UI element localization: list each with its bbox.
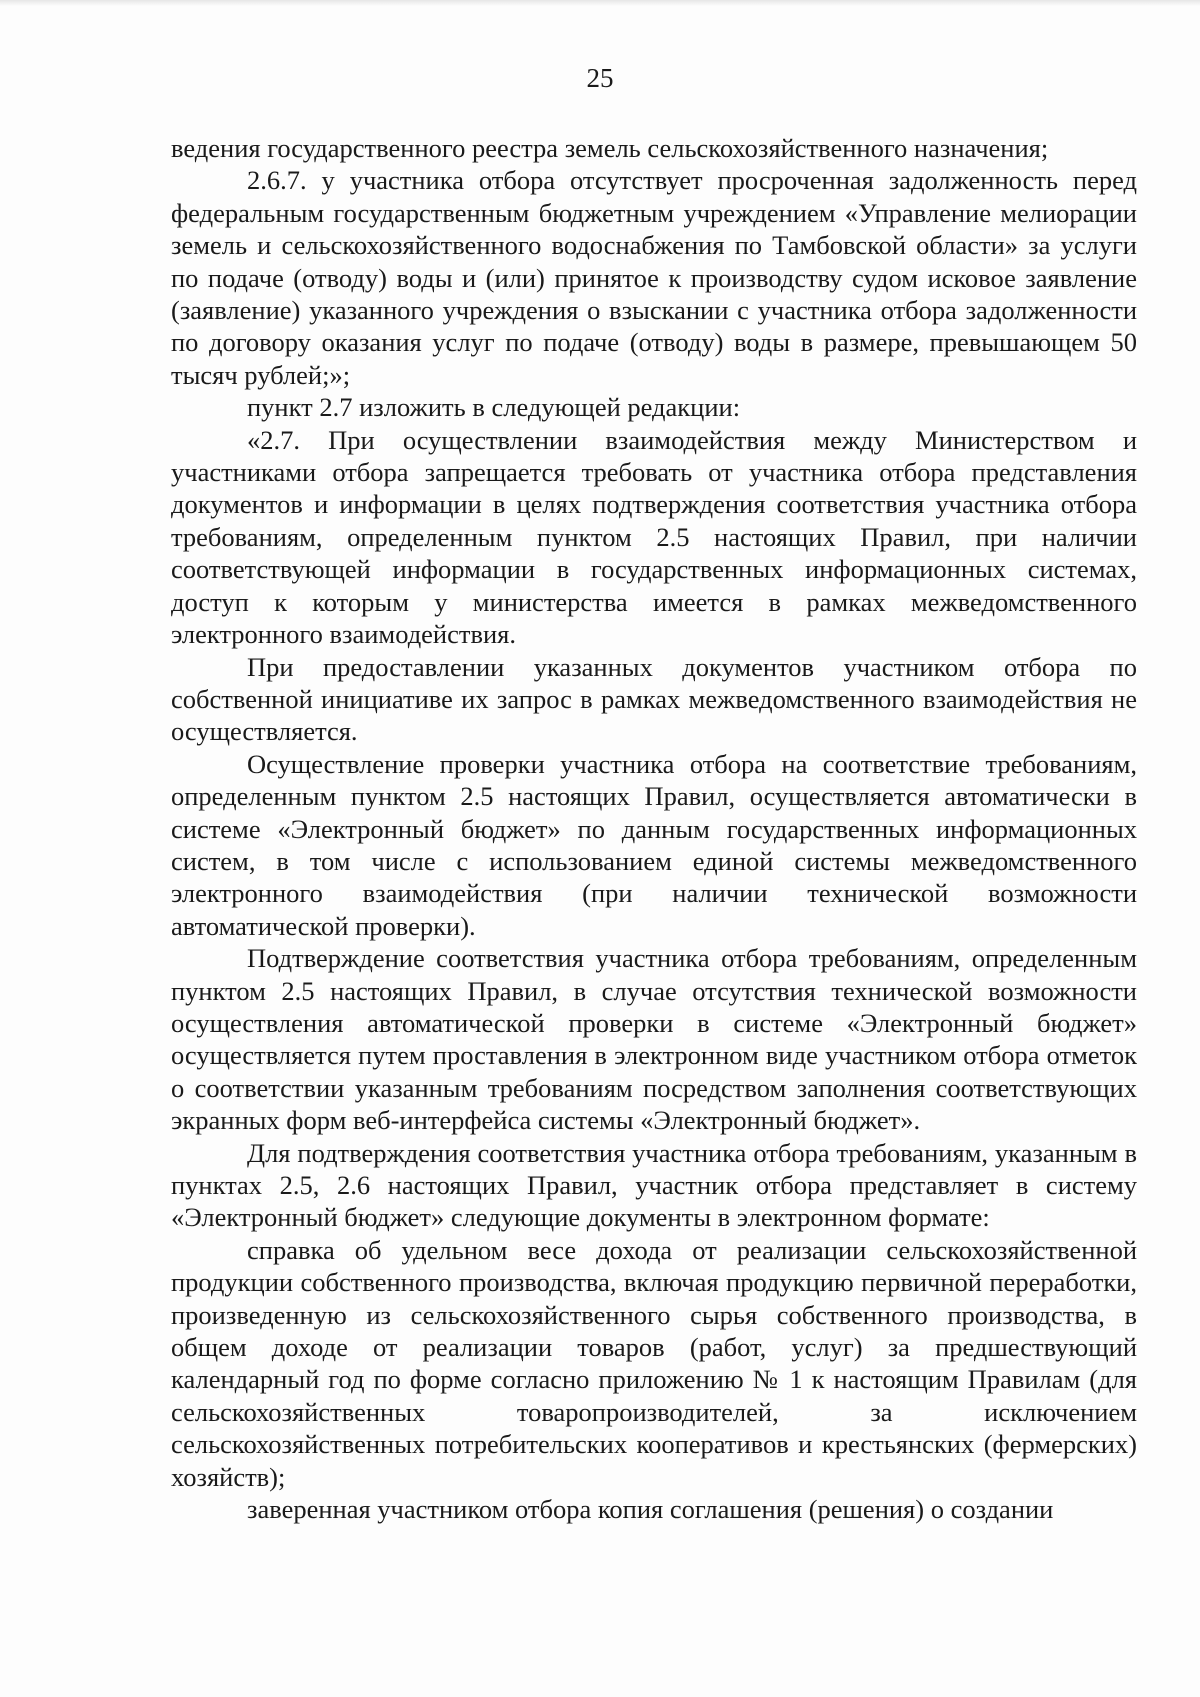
paragraph-own-initiative: При предоставлении указанных документов участником отбора по собственной инициативе их запрос в рамках межведомственного взаимодействия не осуществляется. (171, 651, 1137, 747)
page-number: 25 (586, 63, 614, 93)
paragraph-amendment-intro: пункт 2.7 изложить в следующей редакции: (247, 392, 741, 423)
paragraph-documents-list-intro: Для подтверждения соответствия участника отбора требованиям, указанным в пунктах 2.5, 2.6 настоящих Правил, участник отбора представляет в систему «Электронный бюджет» следующие документы в электронном формате: (171, 1137, 1137, 1233)
paragraph-2-7: «2.7. При осуществлении взаимодействия между Министерством и участниками отбора запрещается требовать от участника отбора представления документов и информации в целях подтверждения соответствия участника отбора требованиям, определенным пунктом 2.5 настоящих Правил, при наличии соответствующей информации в государственных информационных системах, доступ к которым у министерства имеется в рамках межведомственного электронного взаимодействия. (171, 424, 1137, 650)
paragraph-2-6-7: 2.6.7. у участника отбора отсутствует просроченная задолженность перед федеральным государственным бюджетным учреждением «Управление мелиорации земель и сельскохозяйственного водоснабжения по Тамбовской области» за услуги по подаче (отводу) воды и (или) принятое к производству судом исковое заявление (заявление) указанного учреждения о взыскании с участника отбора задолженности по договору оказания услуг по подаче (отводу) воды в размере, превышающем 50 тысяч рублей;»; (171, 165, 1137, 390)
paragraph-confirmation: Подтверждение соответствия участника отбора требованиям, определенным пунктом 2.5 настоящих Правил, в случае отсутствия технической возможности осуществления автоматической проверки в системе «Электронный бюджет» осуществляется путем проставления в электронном виде участником отбора отметок о соответствии указанным требованиям посредством заполнения соответствующих экранных форм веб-интерфейса системы «Электронный бюджет». (171, 943, 1137, 1136)
paragraph-automatic-check: Осуществление проверки участника отбора на соответствие требованиям, определенным пунктом 2.5 настоящих Правил, осуществляется автоматически в системе «Электронный бюджет» по данным государственных информационных систем, в том числе с использованием единой системы межведомственного электронного взаимодействия (при наличии технической возможности автоматической проверки). (171, 748, 1137, 941)
document-body (171, 132, 1137, 1525)
paragraph-registry-continuation: ведения государственного реестра земель сельскохозяйственного назначения; (171, 133, 1049, 163)
paragraph-agreement-copy: заверенная участником отбора копия соглашения (решения) о создании (247, 1494, 1054, 1525)
paragraph-income-certificate: справка об удельном весе дохода от реализации сельскохозяйственной продукции собственного производства, включая продукцию первичной переработки, произведенную из сельскохозяйственного сырья собственного производства, в общем доходе от реализации товаров (работ, услуг) за предшествующий календарный год по форме согласно приложению № 1 к настоящим Правилам (для сельскохозяйственных товаропроизводителей, за исключением сельскохозяйственных потребительских кооперативов и крестьянских (фермерских) хозяйств); (171, 1234, 1137, 1492)
scan-edge-shadow (0, 0, 1200, 6)
